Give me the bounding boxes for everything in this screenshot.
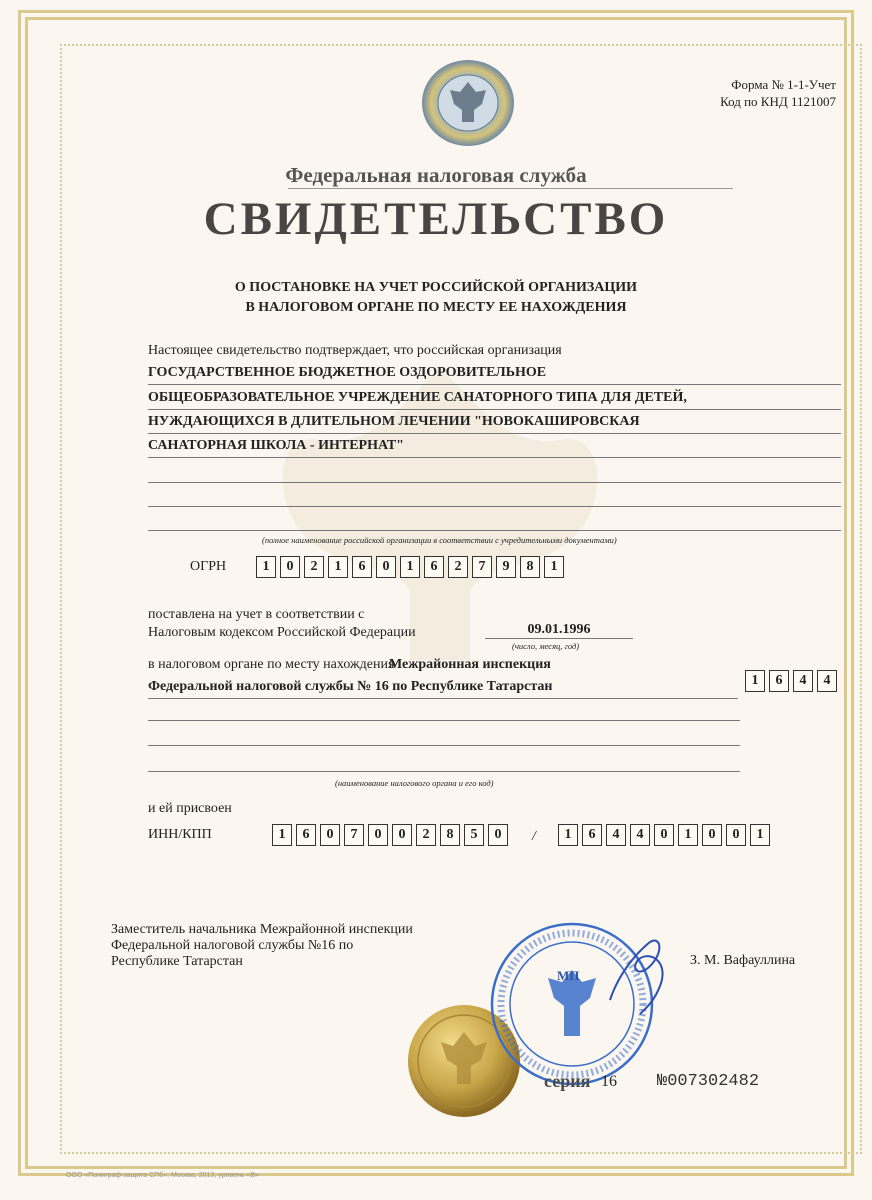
ogrn-digit: 2	[304, 556, 324, 578]
kpp-digit: 1	[678, 824, 698, 846]
handwritten-signature	[600, 930, 680, 1020]
kpp-digit: 1	[750, 824, 770, 846]
inn-digit: 8	[440, 824, 460, 846]
org-name-caption: (полное наименование российской организации в соответствии с учредительными документами)	[262, 535, 617, 545]
ogrn-digit: 1	[256, 556, 276, 578]
ogrn-boxes	[256, 556, 576, 580]
inn-digit: 6	[296, 824, 316, 846]
org-name-line: САНАТОРНАЯ ШКОЛА - ИНТЕРНАТ"	[148, 433, 841, 458]
ogrn-digit: 6	[424, 556, 444, 578]
signer-position-line-1: Заместитель начальника Межрайонной инспекции	[111, 922, 413, 937]
authority-blank-line	[148, 720, 740, 721]
series-number: 16	[601, 1073, 617, 1090]
authority-caption: (наименование налогового органа и его код)	[335, 778, 494, 788]
kpp-digit: 0	[726, 824, 746, 846]
kpp-digit: 0	[702, 824, 722, 846]
ogrn-digit: 8	[520, 556, 540, 578]
org-name-line	[148, 482, 841, 507]
inn-boxes	[272, 824, 522, 848]
document-subtitle	[0, 278, 872, 318]
authority-name-1: Межрайонная инспекция	[389, 657, 551, 672]
inn-digit: 0	[320, 824, 340, 846]
series-label: серия	[544, 1071, 591, 1091]
authority-label: в налоговом органе по месту нахождения	[148, 657, 395, 672]
registration-date: 09.01.1996	[485, 622, 633, 639]
ogrn-digit: 7	[472, 556, 492, 578]
ogrn-label: ОГРН	[190, 559, 227, 574]
inn-digit: 5	[464, 824, 484, 846]
ogrn-digit: 1	[400, 556, 420, 578]
inn-digit: 0	[488, 824, 508, 846]
document-title: СВИДЕТЕЛЬСТВО	[203, 193, 669, 245]
authority-code-digit: 4	[793, 670, 813, 692]
kpp-digit: 0	[654, 824, 674, 846]
registered-text-2: Налоговым кодексом Российской Федерации	[148, 625, 416, 640]
ogrn-digit: 0	[280, 556, 300, 578]
org-name-line	[148, 506, 841, 531]
certificate-number: №007302482	[657, 1072, 760, 1091]
inn-digit: 0	[392, 824, 412, 846]
org-name-line: НУЖДАЮЩИХСЯ В ДЛИТЕЛЬНОМ ЛЕЧЕНИИ "НОВОКАШИРОВСКАЯ	[148, 409, 841, 434]
issuing-authority: Федеральная налоговая служба	[285, 163, 587, 187]
authority-code-digit: 4	[817, 670, 837, 692]
authority-blank-line	[148, 771, 740, 772]
authority-code-digit: 1	[745, 670, 765, 692]
ogrn-digit: 1	[544, 556, 564, 578]
ogrn-digit: 2	[448, 556, 468, 578]
signer-position-line-3: Республике Татарстан	[111, 954, 243, 969]
assigned-text: и ей присвоен	[148, 801, 232, 816]
kpp-digit: 4	[606, 824, 626, 846]
knd-code: Код по КНД 1121007	[720, 94, 836, 109]
org-name-line: ОБЩЕОБРАЗОВАТЕЛЬНОЕ УЧРЕЖДЕНИЕ САНАТОРНОГО ТИПА ДЛЯ ДЕТЕЙ,	[148, 385, 841, 410]
subtitle-line-1: О ПОСТАНОВКЕ НА УЧЕТ РОССИЙСКОЙ ОРГАНИЗАЦИИ	[234, 280, 638, 295]
date-caption: (число, месяц, год)	[512, 641, 580, 651]
authority-name-2: Федеральной налоговой службы № 16 по Республике Татарстан	[148, 674, 738, 699]
inn-digit: 1	[272, 824, 292, 846]
signer-position	[111, 922, 413, 970]
kpp-digit: 4	[630, 824, 650, 846]
org-name-line: ГОСУДАРСТВЕННОЕ БЮДЖЕТНОЕ ОЗДОРОВИТЕЛЬНОЕ	[148, 360, 841, 385]
signer-position-line-2: Федеральной налоговой службы №16 по	[111, 938, 354, 953]
inn-digit: 0	[368, 824, 388, 846]
hologram-emblem	[420, 58, 516, 148]
form-identifier	[720, 76, 836, 110]
signer-name: З. М. Вафауллина	[690, 953, 796, 968]
intro-text: Настоящее свидетельство подтверждает, что российская организация	[148, 343, 562, 358]
form-number: Форма № 1-1-Учет	[731, 77, 836, 92]
kpp-boxes	[558, 824, 783, 848]
stamp-mark: МП	[557, 968, 580, 983]
inn-digit: 7	[344, 824, 364, 846]
inn-digit: 2	[416, 824, 436, 846]
ogrn-digit: 6	[352, 556, 372, 578]
ogrn-digit: 1	[328, 556, 348, 578]
ogrn-digit: 9	[496, 556, 516, 578]
inn-kpp-separator: /	[532, 829, 536, 844]
org-name-line	[148, 458, 841, 483]
subtitle-line-2: В НАЛОГОВОМ ОРГАНЕ ПО МЕСТУ ЕЕ НАХОЖДЕНИЯ	[245, 300, 627, 315]
ogrn-digit: 0	[376, 556, 396, 578]
authority-code-digit: 6	[769, 670, 789, 692]
registered-text-1: поставлена на учет в соответствии с	[148, 607, 365, 622]
header-divider	[288, 188, 733, 189]
kpp-digit: 1	[558, 824, 578, 846]
printer-imprint: ООО «Полиграф-защита СПб», Москва, 2013, уровень «В»	[66, 1172, 259, 1179]
kpp-digit: 6	[582, 824, 602, 846]
authority-code-boxes	[745, 670, 845, 694]
inn-kpp-label: ИНН/КПП	[148, 827, 212, 842]
authority-blank-line	[148, 745, 740, 746]
